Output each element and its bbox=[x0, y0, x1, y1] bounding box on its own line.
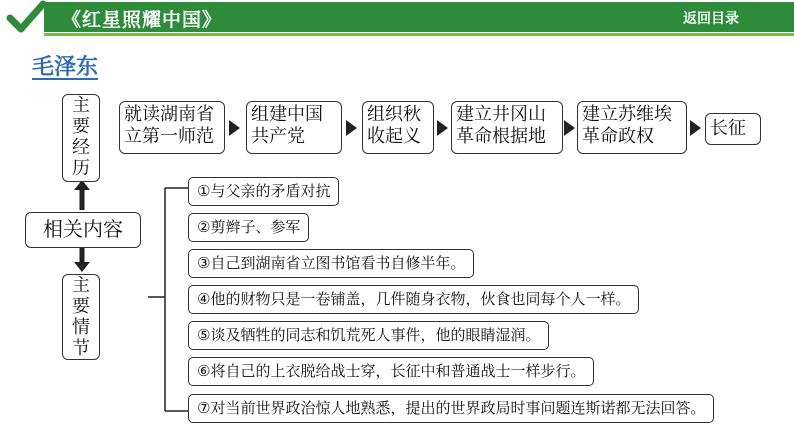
plot-item-5: ⑤谈及牺牲的同志和饥荒死人事件，他的眼睛湿润。 bbox=[188, 321, 549, 350]
arrow-right-icon bbox=[346, 120, 357, 136]
experience-step-1 bbox=[119, 101, 225, 154]
experience-step-text: 长征 bbox=[710, 118, 746, 139]
experience-label-box bbox=[62, 94, 100, 182]
center-label: 相关内容 bbox=[43, 217, 123, 241]
subject-heading: 毛泽东 bbox=[32, 55, 99, 80]
experience-step-text: 组织秋收起义 bbox=[367, 104, 421, 147]
experience-step-text: 建立井冈山革命根据地 bbox=[456, 104, 546, 147]
plot-item-3: ③自己到湖南省立图书馆看书自修半年。 bbox=[188, 249, 474, 278]
plots-label-box bbox=[62, 274, 100, 360]
experience-step-5 bbox=[577, 101, 687, 154]
arrow-right-icon bbox=[229, 120, 240, 136]
plot-item-6: ⑥将自己的上衣脱给战士穿，长征中和普通战士一样步行。 bbox=[188, 357, 594, 386]
plot-item-7: ⑦对当前世界政治惊人地熟悉，提出的世界政局时事问题连斯诺都无法回答。 bbox=[188, 394, 714, 423]
experience-step-2 bbox=[246, 101, 342, 154]
experience-label: 主要经历 bbox=[72, 95, 90, 179]
plot-item-2: ②剪辫子、参军 bbox=[188, 213, 309, 242]
experience-step-text: 就读湖南省立第一师范 bbox=[124, 104, 214, 147]
plot-item-4: ④他的财物只是一卷铺盖，几件随身衣物，伙食也同每个人一样。 bbox=[188, 285, 639, 314]
page-title: 《红星照耀中国》 bbox=[62, 9, 223, 31]
center-label-box bbox=[25, 212, 141, 248]
arrow-right-icon bbox=[690, 120, 701, 136]
experience-step-4 bbox=[451, 101, 563, 154]
experience-step-3 bbox=[362, 101, 434, 154]
experience-step-text: 建立苏维埃革命政权 bbox=[582, 104, 672, 147]
experience-step-6 bbox=[705, 113, 761, 145]
experience-step-text: 组建中国共产党 bbox=[251, 104, 323, 147]
plot-item-1: ①与父亲的矛盾对抗 bbox=[188, 177, 339, 206]
back-to-contents-button[interactable]: 返回目录 bbox=[683, 11, 739, 27]
plots-label: 主要情节 bbox=[72, 275, 90, 359]
arrow-right-icon bbox=[437, 120, 448, 136]
arrow-right-icon bbox=[564, 120, 575, 136]
